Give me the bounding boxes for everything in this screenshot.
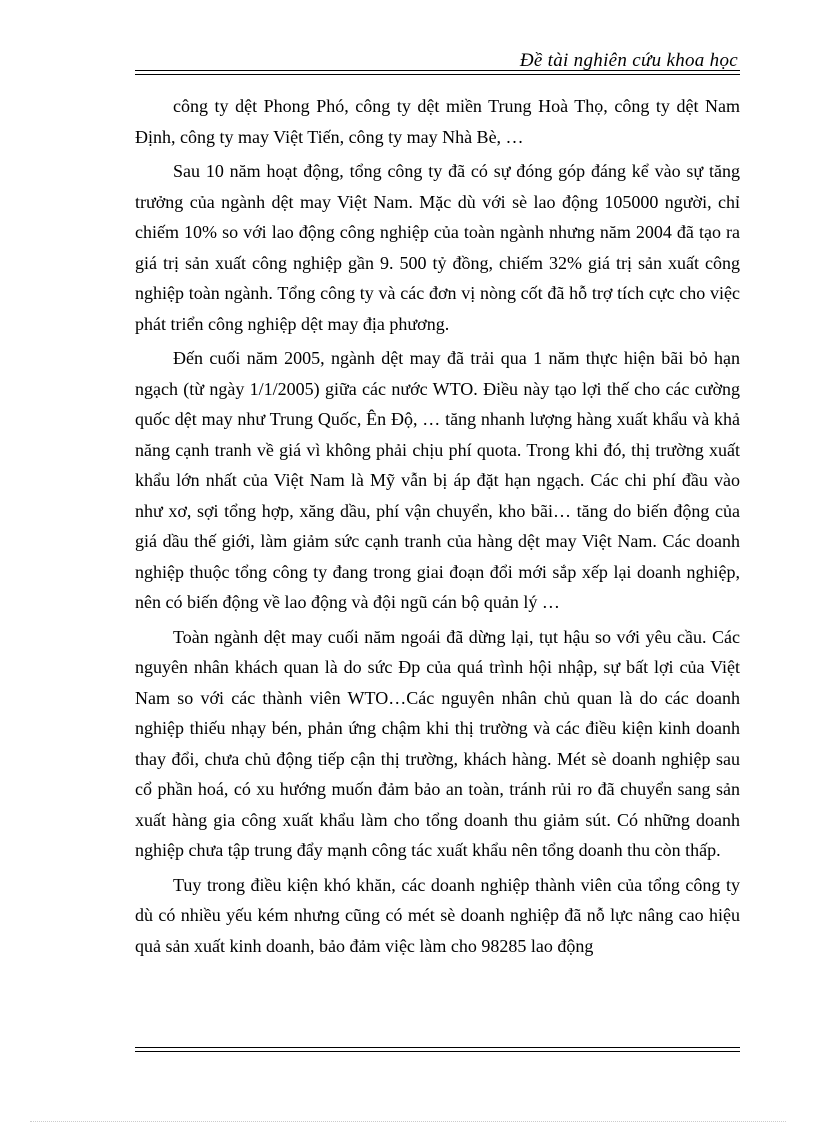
document-body (135, 91, 740, 965)
footer-double-rule (135, 1047, 740, 1052)
paragraph-2: Sau 10 năm hoạt động, tổng công ty đã có sự đóng góp đáng kể vào sự tăng trưởng của ngành dệt may Việt Nam. Mặc dù với sè lao động 105000 người, chỉ chiếm 10% so với lao động công nghiệp của toàn ngành nhưng năm 2004 đã tạo ra giá trị sản xuất công nghiệp gần 9. 500 tỷ đồng, chiếm 32% giá trị sản xuất công nghiệp toàn ngành. Tổng công ty và các đơn vị nòng cốt đã hỗ trợ tích cực cho việc phát triển công nghiệp dệt may địa phương. (135, 161, 740, 334)
paragraph-1: công ty dệt Phong Phó, công ty dệt miền Trung Hoà Thọ, công ty dệt Nam Định, công ty may Việt Tiến, công ty may Nhà Bè, … (135, 96, 740, 147)
header-double-rule (135, 70, 740, 75)
paragraph-3: Đến cuối năm 2005, ngành dệt may đã trải qua 1 năm thực hiện bãi bỏ hạn ngạch (từ ngày 1/1/2005) giữa các nước WTO. Điều này tạo lợi thế cho các cường quốc dệt may như Trung Quốc, Ên Độ, … tăng nhanh lượng hàng xuất khẩu và khả năng cạnh tranh về giá vì không phải chịu phí quota. Trong khi đó, thị trường xuất khẩu lớn nhất của Việt Nam là Mỹ vẫn bị áp đặt hạn ngạch. Các chi phí đầu vào như xơ, sợi tổng hợp, xăng dầu, phí vận chuyển, kho bãi… tăng do biến động của giá dầu thế giới, làm giảm sức cạnh tranh của hàng dệt may Việt Nam. Các doanh nghiệp thuộc tổng công ty đang trong giai đoạn đổi mới sắp xếp lại doanh nghiệp, nên có biến động về lao động và đội ngũ cán bộ quản lý … (135, 348, 740, 612)
paragraph-5: Tuy trong điều kiện khó khăn, các doanh nghiệp thành viên của tổng công ty dù có nhiều yếu kém nhưng cũng có mét sè doanh nghiệp đã nỗ lực nâng cao hiệu quả sản xuất kinh doanh, bảo đảm việc làm cho 98285 lao động (135, 874, 740, 956)
paragraph-4: Toàn ngành dệt may cuối năm ngoái đã dừng lại, tụt hậu so với yêu cầu. Các nguyên nhân khách quan là do sức Đp của quá trình hội nhập, sự bất lợi của Việt Nam so với các thành viên WTO…Các nguyên nhân chủ quan là do các doanh nghiệp thiếu nhạy bén, phản ứng chậm khi thị trường và các điều kiện kinh doanh thay đổi, chưa chủ động tiếp cận thị trường, khách hàng. Mét sè doanh nghiệp sau cổ phần hoá, có xu hướng muốn đảm bảo an toàn, tránh rủi ro đã chuyển sang sản xuất hàng gia công xuất khẩu làm cho tổng doanh thu giảm sút. Có những doanh nghiệp chưa tập trung đẩy mạnh công tác xuất khẩu nên tổng doanh thu còn thấp. (135, 626, 740, 860)
document-header-title: Đề tài nghiên cứu khoa học (519, 50, 738, 71)
page-bottom-dotted-edge (30, 1121, 786, 1122)
